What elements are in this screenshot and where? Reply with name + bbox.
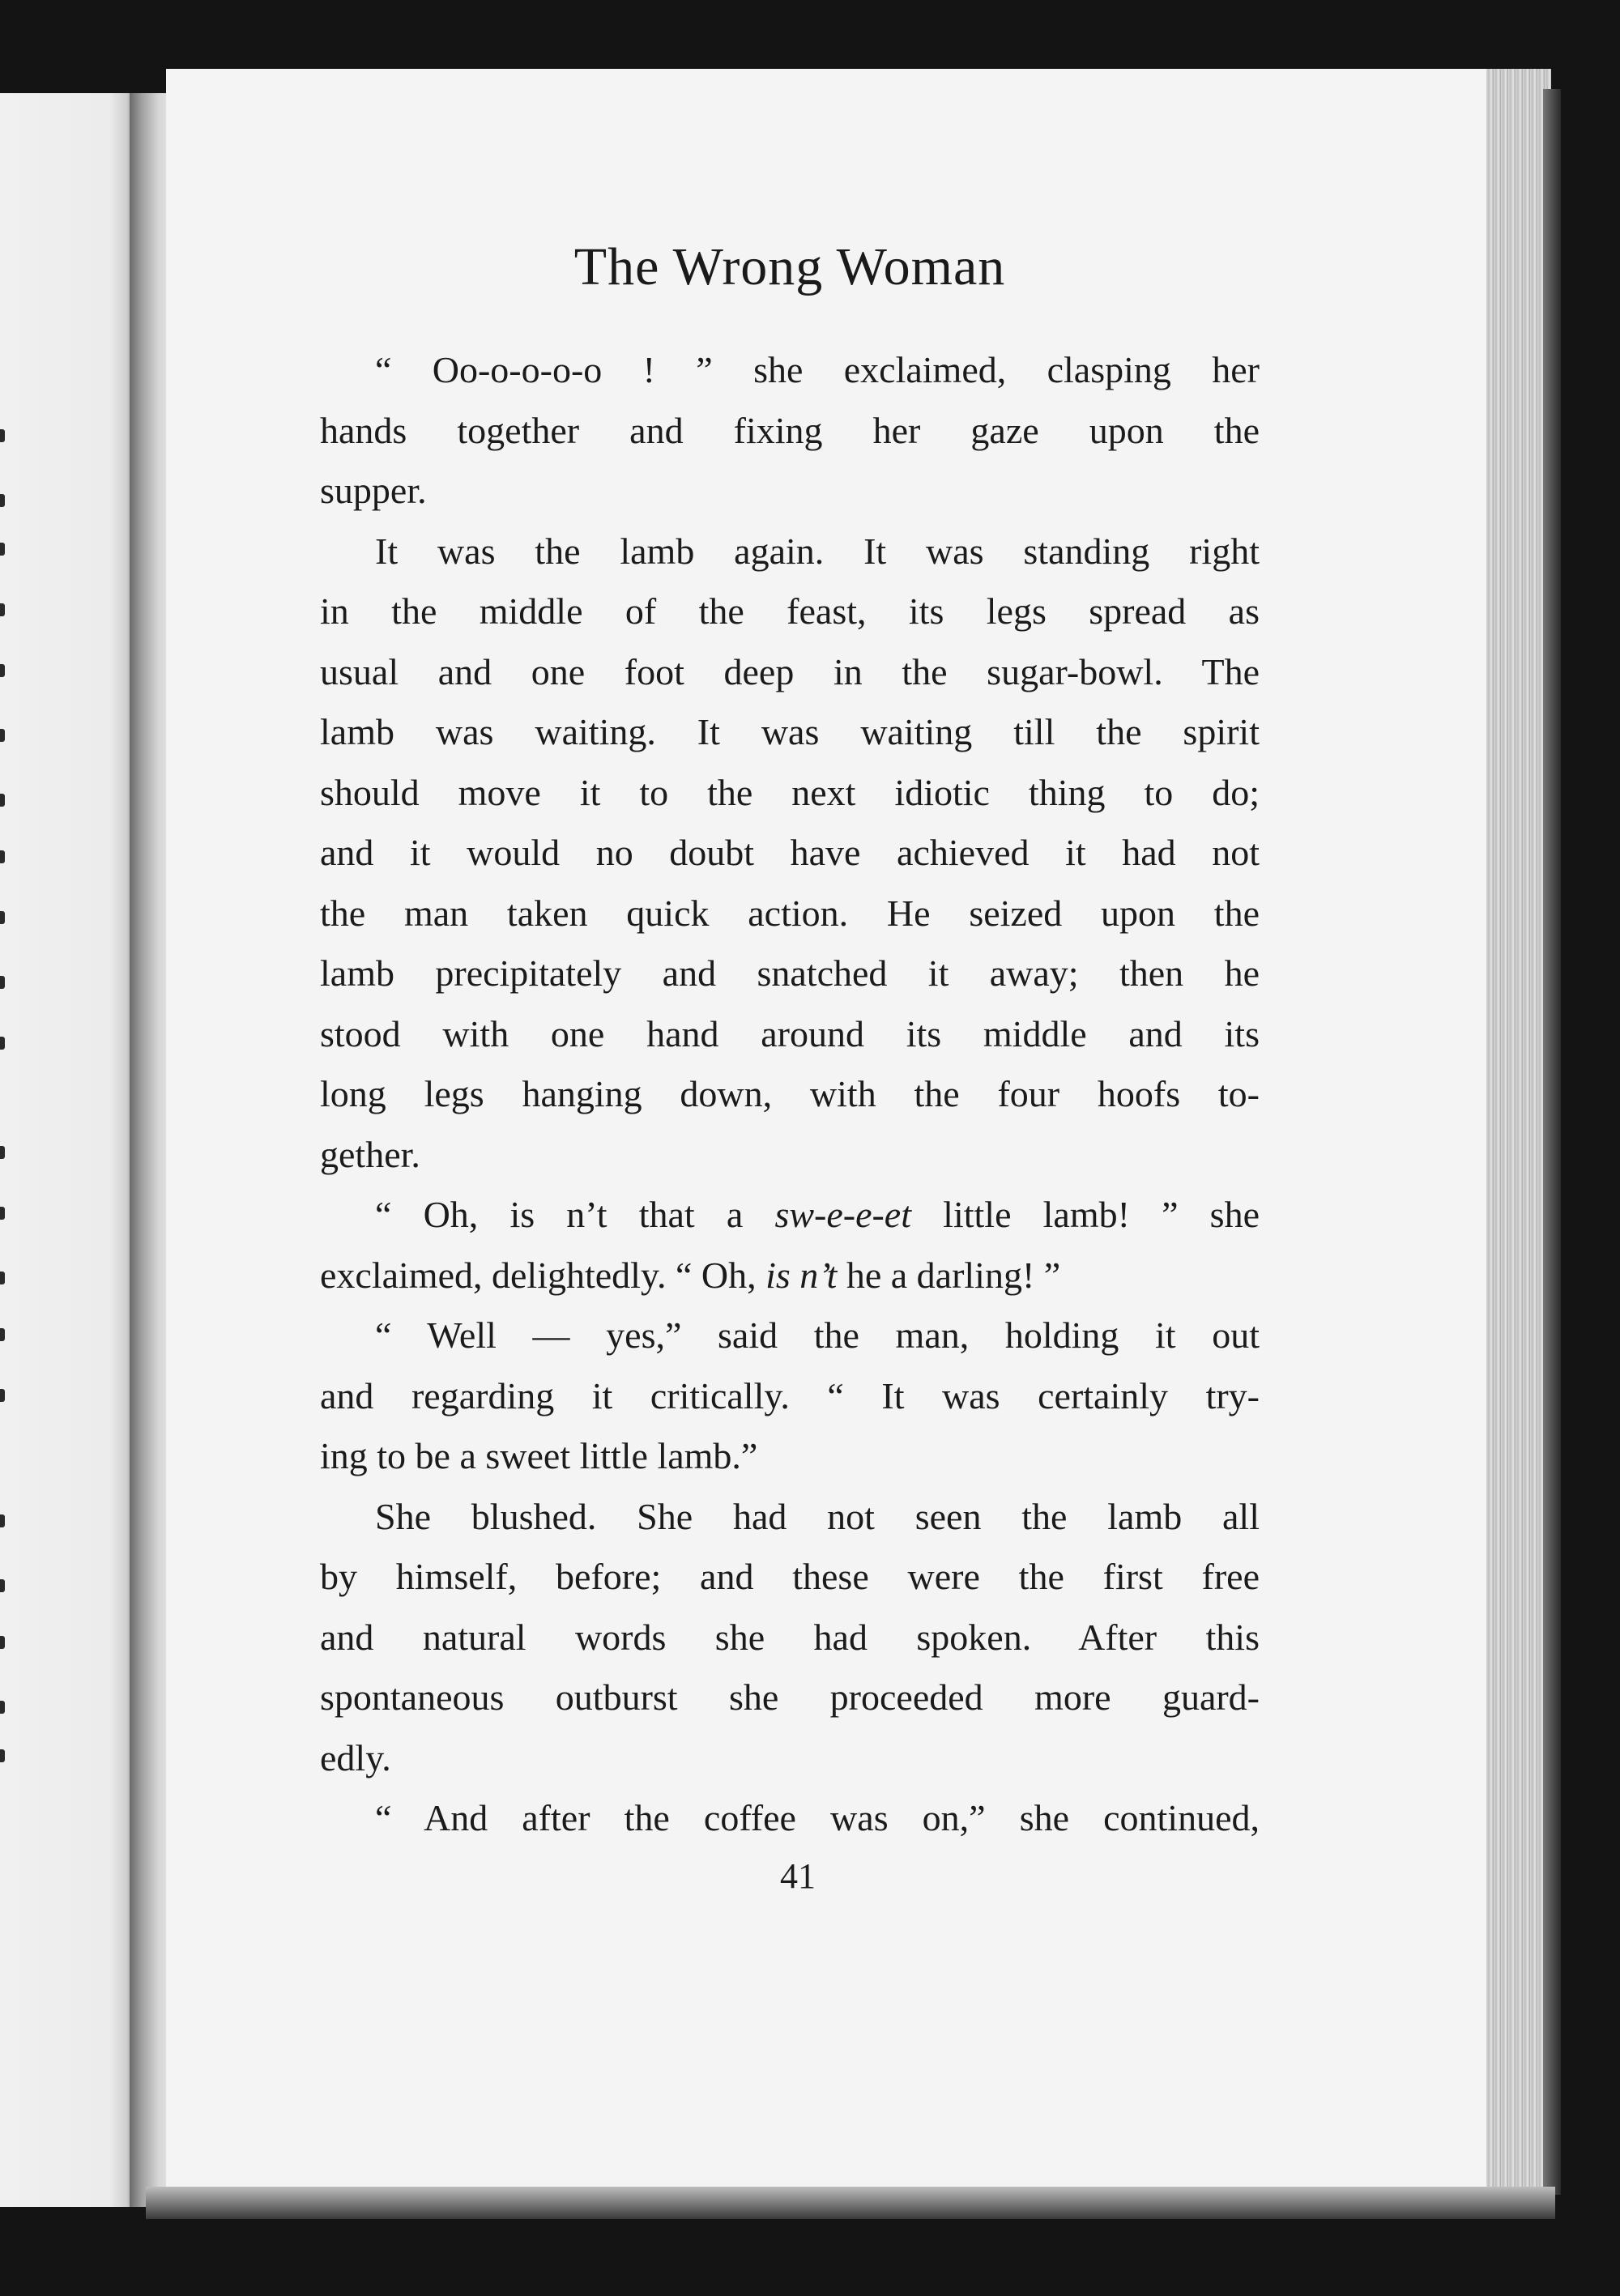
text-line: stood with one hand around its middle and its	[320, 1012, 1260, 1054]
text-line: by himself, before; and these were the first free	[320, 1556, 1260, 1597]
text-run: exclaimed, delightedly. “ Oh,	[320, 1254, 766, 1296]
facing-page-left	[0, 93, 136, 2207]
text-line: lamb was waiting. It was waiting till the spirit	[320, 711, 1260, 752]
text-line: the man taken quick action. He seized upon the	[320, 892, 1260, 934]
bottom-shadow	[146, 2187, 1555, 2219]
paragraph-group-b	[320, 1306, 1260, 1849]
text-line: “ And after the coffee was on,” she continued,	[375, 1797, 1260, 1838]
text-run: “ Oh, is n’t that a	[375, 1194, 775, 1235]
text-line: and natural words she had spoken. After this	[320, 1616, 1260, 1658]
text-line: should move it to the next idiotic thing to do;	[320, 771, 1260, 813]
body-text	[320, 340, 1260, 1849]
text-line: and regarding it critically. “ It was certainly try-	[320, 1374, 1260, 1416]
italic-run: sw-e-e-et	[774, 1194, 912, 1235]
page-edge-shadow	[1543, 89, 1561, 2195]
text-run: little lamb! ” she	[911, 1194, 1260, 1235]
page-number: 41	[780, 1856, 816, 1896]
text-line: “ Oo-o-o-o-o ! ” she exclaimed, clasping her	[375, 349, 1260, 390]
text-line	[320, 1185, 1260, 1246]
paragraph-group-a	[320, 340, 1260, 1185]
text-line: and it would no doubt have achieved it had not	[320, 832, 1260, 873]
text-line: gether.	[320, 1133, 420, 1175]
text-line: “ Well — yes,” said the man, holding it out	[375, 1314, 1260, 1356]
text-line	[320, 1246, 1260, 1306]
text-line: hands together and fixing her gaze upon the	[320, 409, 1260, 451]
text-line: She blushed. She had not seen the lamb all	[375, 1495, 1260, 1537]
running-head: The Wrong Woman	[573, 237, 1006, 296]
text-line: in the middle of the feast, its legs spread as	[320, 590, 1260, 632]
text-line: spontaneous outburst she proceeded more guard-	[320, 1676, 1260, 1718]
facing-page-cut-text	[0, 93, 10, 2207]
text-line: long legs hanging down, with the four hoofs to-	[320, 1073, 1260, 1114]
text-run: he a darling! ”	[837, 1254, 1061, 1296]
italic-run: is n’t	[765, 1254, 838, 1296]
text-line: ing to be a sweet little lamb.”	[320, 1435, 758, 1476]
text-line: supper.	[320, 470, 427, 511]
text-line: usual and one foot deep in the sugar-bowl. The	[320, 650, 1260, 692]
text-line: It was the lamb again. It was standing right	[375, 530, 1260, 572]
page-edges	[1486, 69, 1551, 2207]
text-line: edly.	[320, 1736, 391, 1778]
text-line: lamb precipitately and snatched it away; then he	[320, 952, 1260, 994]
